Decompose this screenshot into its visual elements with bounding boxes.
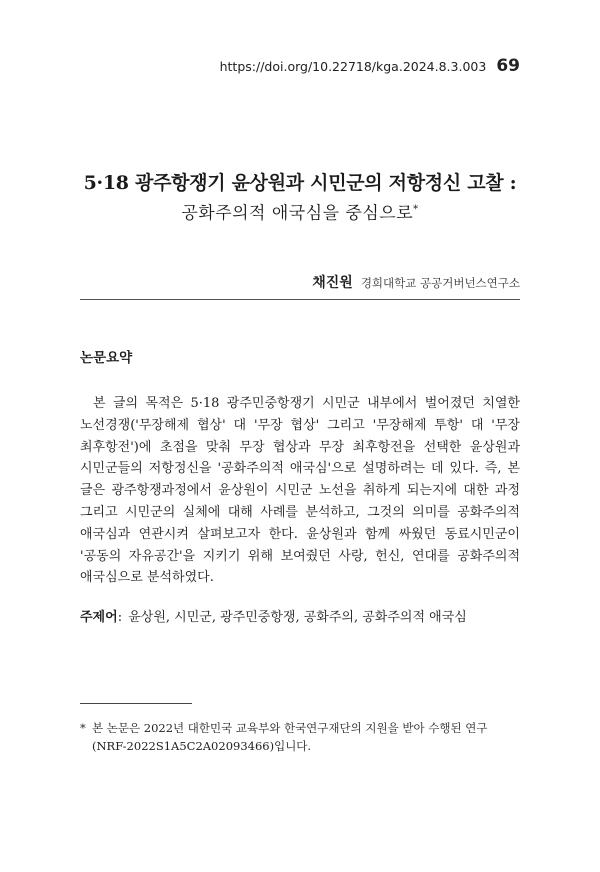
footnote-text-1: 본 논문은 2022년 대한민국 교육부와 한국연구재단의 지원을 받아 수행된 연구 [92,721,488,735]
title-sub [0,197,600,227]
keyword-item: , 공화주의적 애국심 [354,610,467,625]
footnote-divider [80,703,192,704]
author-affiliation: 경희대학교 공공거버넌스연구소 [360,276,520,290]
title-footnote-marker[interactable]: * [413,204,419,215]
title-sub-text: 공화주의적 애국심을 중심으로 [181,203,414,224]
footnote-marker: * [80,721,86,735]
footnote-line-2: (NRF-2022S1A5C2A02093466)입니다. [92,739,312,753]
keyword-item: , 광주민중항쟁 [212,610,296,625]
keyword-item: , 공화주의 [295,610,354,625]
running-header [220,56,520,76]
title-main: 5·18 광주항쟁기 윤상원과 시민군의 저항정신 고찰 : [83,172,517,194]
abstract-body: 본 글의 목적은 5·18 광주민중항쟁기 시민군 내부에서 벌어졌던 치열한 노선경쟁('무장해제 협상' 대 '무장 협상' 그리고 '무장해제 투항' 대 '무장 최후항전')에 초점을 맞춰 무장 협상과 무장 최후항전을 선택한 윤상원과 시민군들의 저항정신을 '공화주의적 애국심'으로 설명하려는 데 있다. 즉, 본 글은 광주항쟁과정에서 윤상원이 시민군 노선을 취하게 되는지에 대한 과정 그리고 시민군의 실체에 대해 사례를 분석하고, 그것의 의미를 공화주의적 애국심과 연관시켜 살펴보고자 한다. 윤상원과 함께 싸웠던 동료시민군이 '공동의 자유공간'을 지키기 위해 보여줬던 사랑, 헌신, 연대를 공화주의적 애국심으로 분석하였다. [80,396,520,586]
page-number: 69 [496,56,520,76]
title-divider [80,299,520,300]
keywords-separator: : [117,610,123,625]
author-line [312,272,520,292]
paper-title [0,170,600,227]
doi-link[interactable]: https://doi.org/10.22718/kga.2024.8.3.003 [219,59,487,74]
keywords [80,607,520,629]
footnote [80,719,520,755]
footnote-line-1 [80,719,520,737]
keywords-label: 주제어 [80,610,118,625]
keywords-list [128,610,467,625]
abstract-heading: 논문요약 [80,350,133,366]
keyword-item: , 시민군 [166,610,212,625]
author-name: 채진원 [312,275,353,291]
keyword-item: 윤상원 [128,610,166,625]
